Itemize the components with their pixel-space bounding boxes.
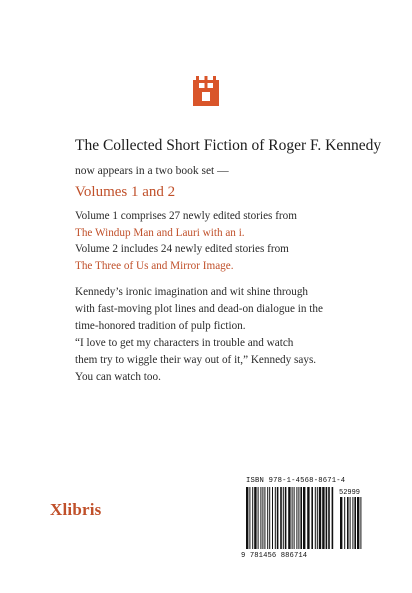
barcode-bar bbox=[285, 487, 287, 549]
barcode-bar bbox=[258, 487, 259, 549]
barcode-bar bbox=[283, 487, 284, 549]
barcode-bar bbox=[357, 497, 359, 549]
price-code: 52999 bbox=[339, 489, 361, 497]
blurb-line: “I love to get my characters in trouble and watch bbox=[75, 337, 294, 349]
barcode-bar bbox=[303, 487, 305, 549]
barcode-bar bbox=[352, 497, 353, 549]
barcode-bar bbox=[317, 487, 318, 549]
vol1-titles: The Windup Man and Lauri with an i. bbox=[75, 227, 245, 239]
barcode-bar bbox=[328, 487, 330, 549]
barcode-bar bbox=[326, 487, 328, 549]
barcode-bar bbox=[249, 487, 250, 549]
publisher-emblem-icon bbox=[193, 76, 219, 106]
barcode-bar bbox=[246, 487, 248, 549]
barcode-bar bbox=[254, 487, 256, 549]
barcode-bar bbox=[275, 487, 276, 549]
barcode-bar bbox=[298, 487, 299, 549]
barcode-bar bbox=[311, 487, 313, 549]
barcode-bar bbox=[269, 487, 270, 549]
barcode-bar bbox=[296, 487, 297, 549]
vol1-description: Volume 1 comprises 27 newly edited stories from bbox=[75, 210, 297, 222]
barcode-bar bbox=[315, 487, 316, 549]
blurb-line: Kennedy’s ironic imagination and wit shine through bbox=[75, 286, 309, 298]
isbn-label: ISBN 978-1-4568-8671-4 bbox=[246, 477, 346, 485]
barcode-bar bbox=[300, 487, 302, 549]
barcode-bar bbox=[354, 497, 356, 549]
barcode-bar bbox=[272, 487, 273, 549]
barcode-bar bbox=[260, 487, 261, 549]
barcode-bar bbox=[360, 497, 361, 549]
barcode-bar bbox=[267, 487, 268, 549]
barcode-bar bbox=[319, 487, 321, 549]
blurb-line: You can watch too. bbox=[75, 371, 161, 383]
barcode-bar bbox=[322, 487, 324, 549]
barcode-bar bbox=[294, 487, 295, 549]
barcode-bar bbox=[252, 487, 253, 549]
blurb-line: time-honored tradition of pulp fiction. bbox=[75, 320, 246, 332]
ean-digits: 9 781456 886714 bbox=[241, 552, 308, 560]
blurb-line: with fast-moving plot lines and dead-on dialogue in the bbox=[75, 303, 323, 315]
barcode-bar bbox=[292, 487, 293, 549]
blurb-line: them try to wiggle their way out of it,” Kennedy says. bbox=[75, 354, 317, 366]
barcode-bar bbox=[288, 487, 290, 549]
barcode-bar bbox=[332, 487, 334, 549]
vol2-titles: The Three of Us and Mirror Image. bbox=[75, 260, 234, 272]
volumes-heading: Volumes 1 and 2 bbox=[75, 184, 176, 200]
barcode-icon bbox=[246, 487, 335, 549]
barcode-bar bbox=[344, 497, 345, 549]
barcode-bar bbox=[264, 487, 265, 549]
publisher-logo: Xlibris bbox=[50, 500, 102, 519]
barcode-addon-icon bbox=[340, 497, 362, 549]
barcode-bar bbox=[262, 487, 263, 549]
vol2-description: Volume 2 includes 24 newly edited stories from bbox=[75, 243, 289, 255]
barcode-bar bbox=[350, 497, 351, 549]
barcode-bar bbox=[340, 497, 342, 549]
subtitle: now appears in a two book set — bbox=[75, 165, 229, 177]
barcode-bar bbox=[277, 487, 279, 549]
barcode-bar bbox=[347, 497, 349, 549]
book-title: The Collected Short Fiction of Roger F. Kennedy bbox=[75, 137, 382, 154]
barcode-bar bbox=[307, 487, 309, 549]
barcode-bar bbox=[280, 487, 282, 549]
